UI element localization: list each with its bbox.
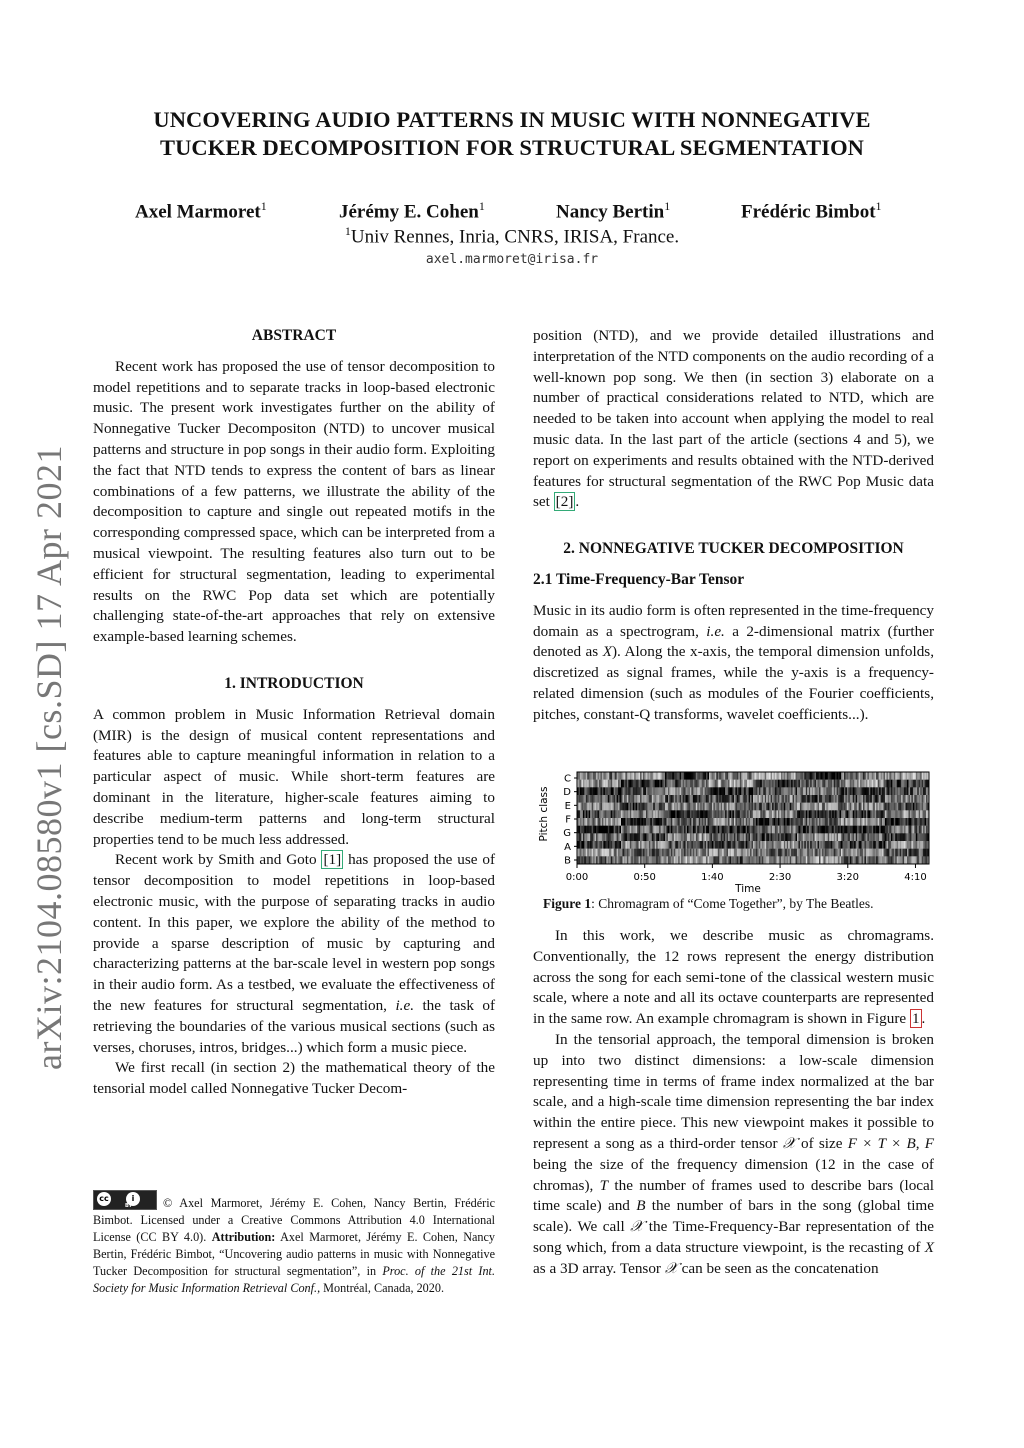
x-tick-label: 1:40: [701, 872, 724, 883]
paper-title: [0, 106, 1024, 162]
intro-heading: 1. INTRODUCTION: [224, 674, 364, 692]
y-tick-label: G: [563, 828, 571, 840]
intro-paragraph-1: A common problem in Music Information Retrieval domain (MIR) is the design of musical content representations and features able to capture meaningful information in relation to a particular aspect of music. While short-term features are dominant in the literature, higher-scale features aiming to describe medium-term patterns and long-term structural properties tend to be much less addressed.: [93, 705, 495, 848]
y-tick-label: E: [564, 800, 571, 812]
author-2: Jérémy E. Cohen$^1$: [339, 199, 485, 223]
cc-icon: cc: [97, 1192, 111, 1206]
right-column-lower: [533, 926, 934, 1280]
intro-paragraph-2: Recent work by Smith and Goto [1] has proposed the use of tensor decomposition to model repetitions in loop-based electronic music, with the purpose of separating tracks in audio content. In this paper, we explore the ability of the method to provide a sparse description of music by capturing and characterizing patterns at the bar-scale level in western pop songs in their audio form. As a testbed, we evaluate the effectiveness of the new features for structural segmentation, i.e. the task of retrieving the boundaries of the various musical sections (such as verses, choruses, intros, bridges...) which form a music piece.: [93, 851, 496, 1056]
right-column: [533, 326, 934, 726]
author-4: Frédéric Bimbot$^1$: [741, 199, 882, 223]
title-line-2: TUCKER DECOMPOSITION FOR STRUCTURAL SEGMENTATION: [159, 135, 865, 160]
x-tick-label: 4:10: [904, 872, 927, 883]
y-axis-label: Pitch class: [538, 786, 550, 842]
heatmap-cells: [577, 772, 929, 864]
x-axis-label: Time: [735, 883, 761, 895]
y-tick-labels: [563, 774, 577, 867]
left-column: [93, 326, 495, 1100]
y-tick-label: F: [565, 814, 571, 826]
x-tick-label: 3:20: [836, 872, 860, 883]
y-tick-label: A: [564, 841, 571, 853]
y-tick-label: D: [563, 787, 571, 799]
y-tick-label: B: [564, 855, 571, 867]
tensor-paragraph: In the tensorial approach, the temporal dimension is broken up into two distinct dimensions: a low-scale dimension representing time in terms of frame index normalized at the bar scale, and a high-scale time dimension representing the bar index within the entire piece. This new viewpoint makes it possible to represent a song as a third-order tensor 𝒳 of size F × T × B, F being the size of the frequency dimension (12 in the case of chromas), T the number of frames used to describe bars (local time scale) and B the number of bars in the song (global time scale). We call 𝒳 the Time-Frequency-Bar representation of the song which, from a data structure viewpoint, is the recasting of X as a 3D array. Tensor 𝒳 can be seen as the concatenation: [533, 1030, 934, 1277]
author-email[interactable]: axel.marmoret@irisa.fr: [425, 252, 599, 267]
license-footer: cc i BY © Axel Marmoret, Jérémy E. Cohen, Nancy Bertin, Frédéric Bimbot. Licensed under a Creative Commons Attribution 4.0 International License (CC BY 4.0). Attribution: Axel Marmoret, Jérémy E. Cohen, Nancy Bertin, Frédéric Bimbot, “Uncovering audio patterns in music with Nonnegative Tucker Decomposition for structural segmentation”, in Proc. of the 21st Int. Society for Music Information Retrieval Conf., Montréal, Canada, 2020.: [93, 1190, 495, 1297]
chroma-paragraph: In this work, we describe music as chromagrams. Conventionally, the 12 rows represent the energy distribution across the song for each semi-tone of the classical western music scale, where a note and all its octave counterparts are represented in the same row. An example chromagram is shown in Figure 1 .: [533, 927, 934, 1028]
citation-link-2[interactable]: [2]: [555, 493, 574, 511]
title-line-1: UNCOVERING AUDIO PATTERNS IN MUSIC WITH NONNEGATIVE: [153, 107, 871, 132]
x-tick-label: 0:50: [633, 872, 656, 883]
arxiv-stamp: arXiv:2104.08580v1 [cs.SD] 17 Apr 2021: [29, 445, 69, 1070]
author-1: Axel Marmoret$^1$: [135, 199, 267, 223]
figure-ref-link[interactable]: 1: [911, 1010, 920, 1028]
section-2-heading: 2. NONNEGATIVE TUCKER DECOMPOSITION: [563, 540, 904, 558]
section-2-1-heading: 2.1 Time-Frequency-Bar Tensor: [533, 570, 745, 588]
intro-continuation: position (NTD), and we provide detailed illustrations and interpretation of the NTD components on the audio recording of a well-known pop song. We then (in section 3) elaborate on a number of practical considerations related to NTD, which are needed to be taken into account when applying the model to real music data. In the last part of the article (sections 4 and 5), we report on experiments and results obtained with the NTD-derived features for structural segmentation of the RWC Pop Music data set [2] .: [533, 327, 934, 511]
abstract-heading: ABSTRACT: [251, 327, 337, 344]
attribution-icon: i: [126, 1192, 140, 1206]
author-3: Nancy Bertin$^1$: [556, 199, 671, 223]
intro-paragraph-3: We first recall (in section 2) the mathematical theory of the tensorial model called Nonnegative Tucker Decom-: [93, 1059, 495, 1098]
figure-1-caption: Figure 1: Chromagram of “Come Together”, by The Beatles.: [543, 896, 874, 911]
x-tick-label: 0:00: [565, 872, 589, 883]
x-tick-label: 2:30: [768, 872, 792, 883]
citation-link[interactable]: [1]: [323, 851, 342, 869]
y-tick-label: C: [564, 773, 571, 785]
tf-paragraph: Music in its audio form is often represented in the time-frequency domain as a spectrogram, i.e. a 2-dimensional matrix (further denoted as X). Along the x-axis, the temporal dimension unfolds, discretized as signal frames, while the y-axis is a frequency-related dimension (such as modules of the Fourier coefficients, pitches, constant-Q transforms, wavelet coefficients...).: [533, 601, 934, 723]
abstract-text: Recent work has proposed the use of tensor decomposition to model repetitions and to separate tracks in loop-based electronic music. The present work investigates further on the ability of Nonnegative Tucker Decompositon (NTD) to uncover musical patterns and structure in pop songs in their audio form. Exploiting the fact that NTD tends to express the content of bars as linear combinations of a few patterns, we illustrate the ability of the decomposition to capture and single out repeated motifs in the corresponding compressed space, which can be interpreted from a musical viewpoint. The resulting features also turn out to be efficient for structural segmentation, leading to experimental results on the RWC Pop data set which are potentially challenging state-of-the-art approaches that rely on extensive example-based learning schemes.: [93, 357, 495, 646]
cc-by-badge[interactable]: [93, 1190, 157, 1210]
cc-by-label: BY: [125, 1203, 133, 1209]
x-ticks: [566, 864, 927, 883]
chromagram-figure: [533, 766, 938, 896]
affiliation: $^1$Univ Rennes, Inria, CNRS, IRISA, France.: [344, 224, 680, 248]
